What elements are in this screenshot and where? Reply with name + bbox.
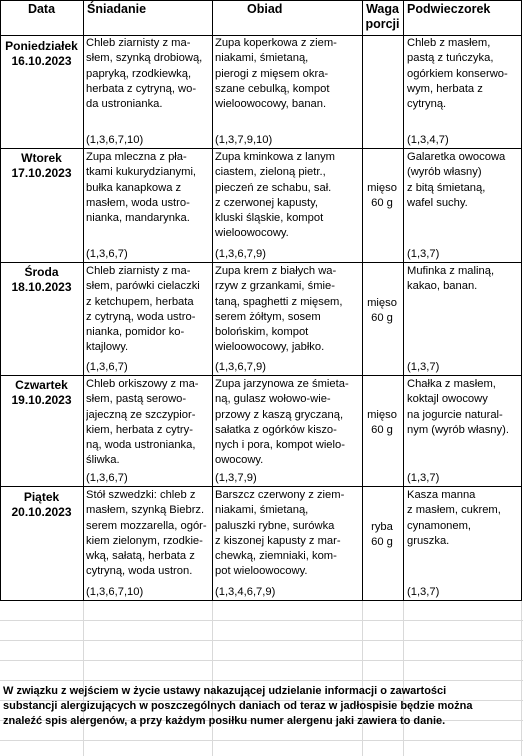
day-cell [0, 490, 83, 520]
day-name: Poniedziałek [5, 39, 78, 53]
portion-weight: mięso 60 g [367, 182, 397, 210]
allergen-code: (1,3,7) [407, 248, 440, 260]
day-date: 18.10.2023 [11, 280, 72, 294]
dinner-cell: Zupa koperkowa z ziem- niakami, śmietaną, pierogi z mięsem okra- szane cebulką, kompot wieloowocowy, banan. [215, 37, 337, 111]
allergen-code: (1,3,6,7,10) [86, 134, 144, 146]
portion-weight: mięso 60 g [367, 409, 397, 437]
allergen-code: (1,3,7) [407, 472, 440, 484]
breakfast-cell: Chleb orkiszowy z ma- słem, pastą serowo- jajeczną ze szczypior- kiem, herbata z cytry- ną, woda ustronianka, śliwka. [86, 378, 199, 467]
dinner-cell: Zupa jarzynowa ze śmieta- ną, gulasz wołowo-wie- przowy z kaszą gryczaną, sałatka z ogórków kiszo- nych i pora, kompot wielo- owocowy. [215, 378, 349, 467]
dinner-cell: Zupa krem z białych wa- rzyw z grzankami, śmie- taną, spaghetti z mięsem, serem żółtym, sosem bolońskim, kompot wieloowocowy, jabłko. [215, 265, 343, 354]
breakfast-cell: Chleb ziarnisty z ma- słem, parówki cielaczki z ketchupem, herbata z cytryną, woda ustro- nianka, pomidor ko- ktajlowy. [86, 265, 200, 354]
day-date: 20.10.2023 [11, 505, 72, 519]
allergen-notice: W związku z wejściem w życie ustawy nakazującej udzielanie informacji o zawartości substancji alergizujących w poszczególnych daniach od teraz w jadłospisie będzie można znaleźć spis alergenów, a przy każdym posiłku numer alergenu jaki zawiera to danie. [3, 685, 473, 727]
snack-cell: Chałka z masłem, koktajl owocowy na jogurcie natural- nym (wyrób własny). [407, 378, 509, 436]
allergen-code: (1,3,4,6,7,9) [215, 586, 276, 598]
allergen-code: (1,3,6,7) [86, 248, 128, 260]
allergen-code: (1,3,7,9) [215, 472, 257, 484]
day-cell [0, 39, 83, 69]
snack-cell: Galaretka owocowa (wyrób własny) z bitą śmietaną, wafel suchy. [407, 151, 506, 209]
day-name: Czwartek [15, 378, 68, 392]
day-name: Wtorek [21, 151, 62, 165]
day-date: 16.10.2023 [11, 54, 72, 68]
day-cell [0, 378, 83, 408]
allergen-code: (1,3,6,7,10) [86, 586, 144, 598]
snack-cell: Kasza manna z masłem, cukrem, cynamonem, gruszka. [407, 489, 501, 547]
snack-cell: Chleb z masłem, pastą z tuńczyka, ogórkiem konserwo- wym, herbata z cytryną. [407, 37, 508, 111]
header-breakfast: Śniadanie [87, 2, 147, 16]
breakfast-cell: Stół szwedzki: chleb z masłem, szynką Biebrz. serem mozzarella, ogór- kiem zielonym, rzodkie- wką, sałatą, herbata z cytryną, woda ustron. [86, 489, 207, 578]
allergen-code: (1,3,7,9,10) [215, 134, 273, 146]
header-date: Data [27, 2, 56, 16]
allergen-code: (1,3,6,7) [86, 472, 128, 484]
day-cell [0, 265, 83, 295]
header-weight: Waga porcji [365, 2, 400, 31]
day-date: 17.10.2023 [11, 166, 72, 180]
allergen-code: (1,3,4,7) [407, 134, 449, 146]
day-name: Piątek [23, 490, 60, 504]
allergen-code: (1,3,6,7,9) [215, 361, 266, 373]
allergen-code: (1,3,6,7) [86, 361, 128, 373]
day-name: Środa [24, 265, 59, 279]
dinner-cell: Zupa kminkowa z lanym ciastem, zieloną pietr., pieczeń ze schabu, sał. z czerwonej kapusty, kluski śląskie, kompot wieloowocowy. [215, 151, 335, 240]
allergen-code: (1,3,7) [407, 586, 440, 598]
day-cell [0, 151, 83, 181]
snack-cell: Mufinka z maliną, kakao, banan. [407, 265, 495, 293]
allergen-code: (1,3,6,7,9) [215, 248, 266, 260]
portion-weight: ryba 60 g [371, 521, 393, 549]
portion-weight: mięso 60 g [367, 297, 397, 325]
header-dinner: Obiad [247, 2, 283, 16]
dinner-cell: Barszcz czerwony z ziem- niakami, śmietaną, paluszki rybne, surówka z kiszonej kapusty z mar- chewką, ziemniaki, kom- pot wieloowocowy. [215, 489, 345, 578]
breakfast-cell: Zupa mleczna z pła- tkami kukurydzianymi, bułka kanapkowa z masłem, woda ustro- nianka, mandarynka. [86, 151, 197, 225]
breakfast-cell: Chleb ziarnisty z ma- słem, szynką drobiową, papryką, rzodkiewką, herbata z cytryną, wo- da ustronianka. [86, 37, 203, 111]
header-snack: Podwieczorek [407, 2, 491, 16]
day-date: 19.10.2023 [11, 393, 72, 407]
allergen-code: (1,3,7) [407, 361, 440, 373]
